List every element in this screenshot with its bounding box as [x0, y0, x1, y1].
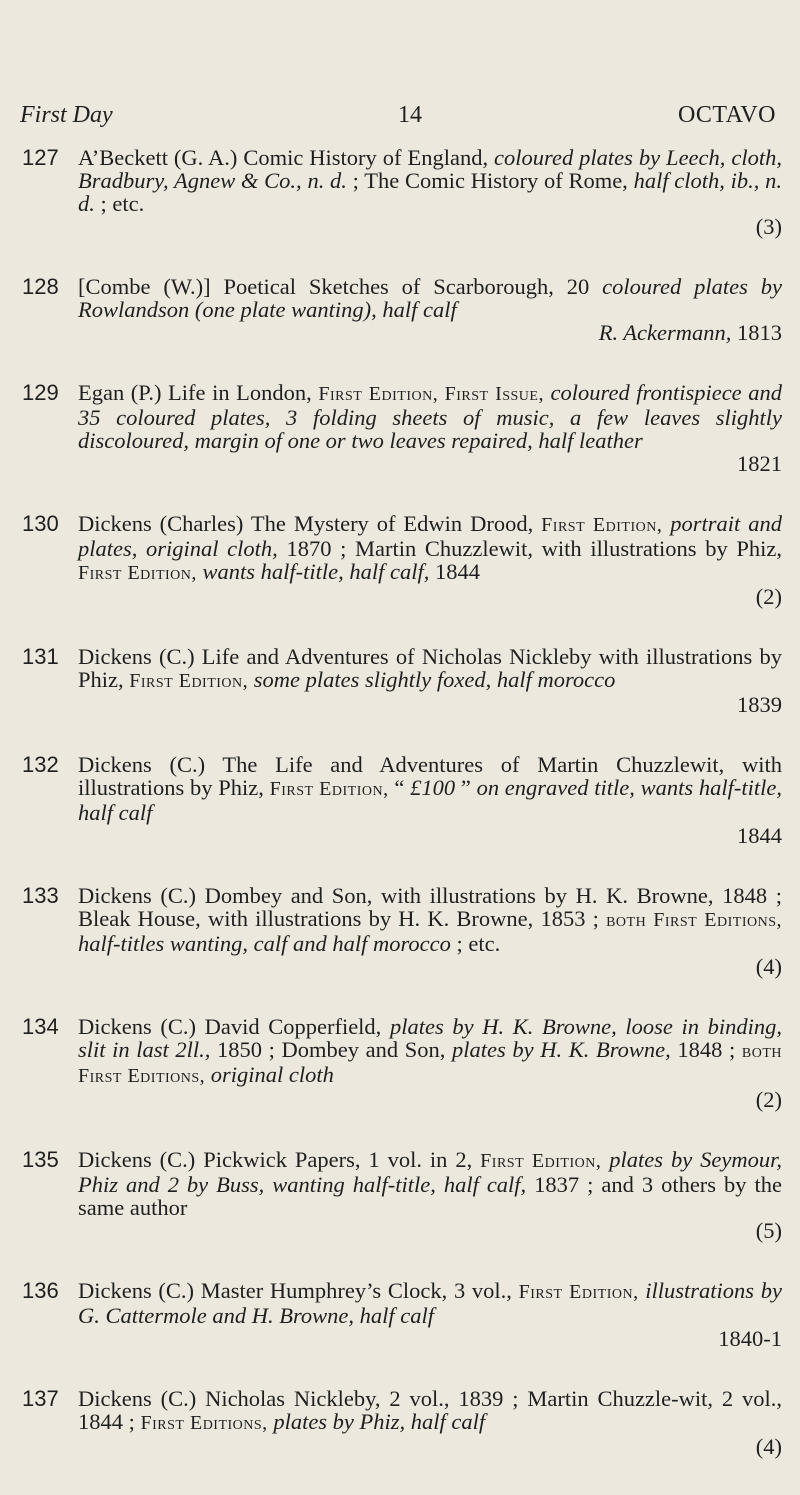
lot-number: 131	[22, 644, 59, 669]
lot-entry	[22, 1148, 782, 1242]
description-segment: half-titles wanting, calf and half morocco	[78, 931, 451, 956]
description-segment: plates by Seymour, Phiz and 2 by Buss, wanting half-title, half calf,	[78, 1147, 783, 1197]
description-segment: Egan (P.) Life in London,	[78, 380, 319, 405]
lot-number: 133	[22, 883, 59, 908]
lot-description	[78, 381, 782, 475]
description-segment: “	[388, 775, 411, 800]
lot-number: 127	[22, 145, 59, 170]
description-segment: First Edition, First Issue,	[318, 383, 544, 405]
description-segment: wants half-title, half calf,	[202, 559, 430, 584]
lot-entry	[22, 275, 782, 344]
lot-number: 137	[22, 1386, 59, 1411]
lot-number: 129	[22, 380, 59, 405]
lot-date-or-count: (4)	[755, 954, 782, 979]
lot-entry	[22, 1015, 782, 1111]
description-segment: Dickens (C.) David Copperfield,	[78, 1014, 390, 1039]
lot-description	[78, 1015, 782, 1111]
page-number: 14	[398, 102, 422, 128]
description-segment: First Editions,	[140, 1412, 268, 1434]
description-segment: Dickens (Charles) The Mystery of Edwin Drood,	[78, 511, 542, 536]
description-segment: cloth, Bradbury, Agnew & Co.,	[78, 145, 782, 193]
description-segment: Dickens (C.) Master Humphrey’s Clock, 3 vol.,	[78, 1278, 519, 1303]
lot-date-or-count: (4)	[755, 1434, 782, 1459]
format-label: OCTAVO	[678, 102, 776, 128]
lot-entry	[22, 381, 782, 475]
lot-description	[78, 645, 782, 716]
description-segment: First Edition,	[269, 778, 389, 800]
lot-date-or-count: (3)	[755, 214, 782, 239]
description-segment: [Combe (W.)] Poetical Sketches of Scarborough, 20	[78, 274, 603, 299]
lot-number: 130	[22, 511, 59, 536]
description-segment	[544, 380, 551, 405]
lot-description	[78, 1279, 782, 1350]
lot-description	[78, 1148, 782, 1242]
description-segment: plates by H. K. Browne,	[451, 1037, 671, 1062]
description-segment: n. d.	[307, 168, 347, 193]
description-segment: original cloth	[210, 1062, 334, 1087]
description-segment: Dickens (C.) Pickwick Papers, 1 vol. in 2,	[78, 1147, 481, 1172]
lot-description	[78, 753, 782, 847]
lot-date-or-count: R. Ackermann, 1813	[598, 320, 782, 345]
sale-day-title: First Day	[20, 102, 113, 128]
description-segment: ; etc.	[94, 191, 145, 216]
description-segment: 1844	[429, 559, 481, 584]
description-segment: £100	[410, 775, 456, 800]
description-segment: ; The Comic History of Rome,	[346, 168, 634, 193]
description-segment: both First Editions,	[78, 1040, 782, 1087]
description-segment: coloured plates by Leech,	[494, 145, 726, 170]
lot-number: 135	[22, 1147, 59, 1172]
description-segment: First Edition,	[541, 514, 663, 536]
description-segment: 1848 ;	[670, 1037, 742, 1062]
lot-description	[78, 1387, 782, 1458]
lot-date-or-count: (2)	[755, 1087, 782, 1112]
lot-entry	[22, 645, 782, 716]
lot-entry	[22, 1387, 782, 1458]
lot-date-or-count: 1840-1	[718, 1326, 782, 1351]
description-segment: Dickens (C.) Nicholas Nickleby, 2 vol., 1839 ; Martin Chuzzle-wit, 2 vol., 1844 ;	[78, 1386, 782, 1434]
description-segment: half cloth, ib., n. d.	[78, 168, 783, 216]
lot-date-or-count: (2)	[755, 584, 782, 609]
page-header	[20, 102, 776, 132]
description-segment: First Edition,	[78, 562, 197, 584]
description-segment: 1837 ; and 3 others by the same author	[78, 1172, 782, 1220]
lot-description	[78, 146, 782, 238]
lot-number: 128	[22, 274, 59, 299]
description-segment: some plates slightly foxed, half morocco	[253, 667, 616, 692]
lot-date-or-count: 1821	[737, 451, 782, 476]
description-segment: First Edition,	[480, 1150, 602, 1172]
description-segment: both First Editions,	[606, 909, 782, 931]
description-segment: plates by Phiz, half calf	[273, 1409, 486, 1434]
description-segment: Dickens (C.) Dombey and Son, with illustrations by H. K. Browne, 1848 ; Bleak House, with illustrations by H. K. Browne, 1853 ;	[78, 883, 782, 931]
lot-entry	[22, 512, 782, 608]
description-segment: Dickens (C.) Life and Adventures of Nicholas Nickleby with illustrations by Phiz,	[78, 644, 782, 692]
lot-list	[22, 146, 782, 1495]
lot-description	[78, 275, 782, 344]
description-segment: on engraved title, wants half-title, half calf	[78, 775, 782, 825]
lot-date-or-count: (5)	[755, 1218, 782, 1243]
lot-number: 134	[22, 1014, 59, 1039]
lot-description	[78, 884, 782, 978]
description-segment: coloured frontispiece and 35 coloured plates, 3 folding sheets of music, a few leaves slightly discoloured, margin of one or two leaves repaired, half leather	[78, 380, 782, 453]
description-segment: ; etc.	[450, 931, 501, 956]
description-segment: portrait and plates, original cloth,	[78, 511, 782, 561]
lot-entry	[22, 884, 782, 978]
lot-description	[78, 512, 782, 608]
lot-date-or-count: 1839	[737, 692, 782, 717]
lot-date-or-count: 1844	[737, 823, 782, 848]
description-segment: coloured plates by Rowlandson (one plate wanting), half calf	[78, 274, 782, 322]
description-segment: 1850 ; Dombey and Son,	[210, 1037, 452, 1062]
lot-entry	[22, 146, 782, 238]
description-segment: First Edition,	[518, 1281, 639, 1303]
description-segment: Dickens (C.) The Life and Adventures of Martin Chuzzlewit, with illustrations by Phiz,	[78, 752, 782, 800]
description-segment: 1870 ; Martin Chuzzlewit, with illustrations by Phiz,	[277, 536, 782, 561]
lot-number: 136	[22, 1278, 59, 1303]
description-segment: illustrations by G. Cattermole and H. Browne, half calf	[78, 1278, 782, 1328]
description-segment: First Edition,	[129, 670, 249, 692]
description-segment: ”	[455, 775, 477, 800]
description-segment: A’Beckett (G. A.) Comic History of England,	[78, 145, 495, 170]
lot-entry	[22, 1279, 782, 1350]
lot-number: 132	[22, 752, 59, 777]
description-segment: plates by H. K. Browne, loose in binding, slit in last 2ll.,	[78, 1014, 782, 1062]
lot-entry	[22, 753, 782, 847]
